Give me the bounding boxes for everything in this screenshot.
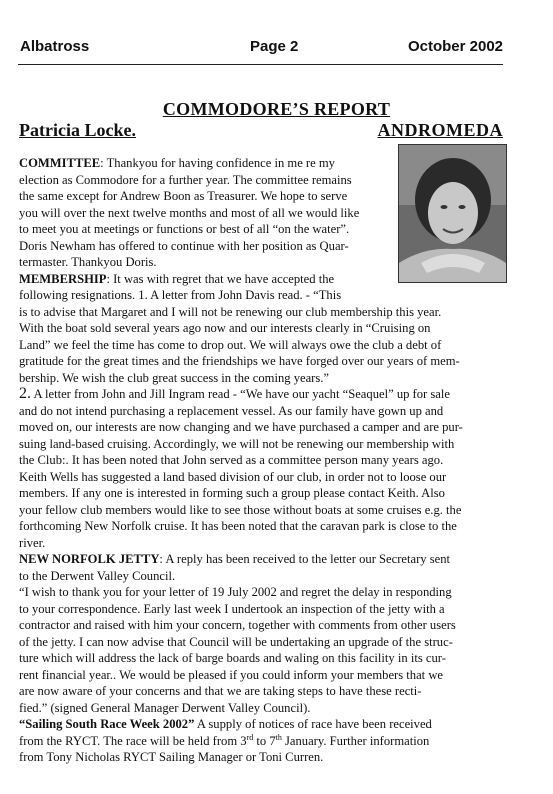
text-line: members. If any one is interested in forming such a group please contact Keith. Also xyxy=(19,486,445,500)
text-line: to the Derwent Valley Council. xyxy=(19,568,176,583)
text-line: the same except for Andrew Boon as Treasurer. We hope to serve xyxy=(19,189,348,203)
text-line: election as Commodore for a further year. The committee remains xyxy=(19,172,352,187)
text-line: and do not intend purchasing a replacement vessel. As our family have gown up and xyxy=(19,403,444,418)
text-line: forthcoming New Norfolk cruise. It has been noted that the caravan park is close to the xyxy=(19,519,457,533)
newsletter-name: Albatross xyxy=(20,38,90,55)
text-line: Doris Newham has offered to continue with her position as Quar- xyxy=(19,238,349,253)
text-line: With the boat sold several years ago now and our interests clearly in “Cruising on xyxy=(19,321,431,335)
text-line: “I wish to thank you for your letter of 19 July 2002 and regret the delay in responding xyxy=(19,585,452,599)
text-line: ture which will address the lack of barge boards and waling on this facility in its cur- xyxy=(19,651,446,665)
text-line: from Tony Nicholas RYCT Sailing Manager or Toni Curren. xyxy=(19,750,324,764)
issue-date: October 2002 xyxy=(407,38,503,55)
text-line: to your correspondence. Early last week I undertook an inspection of the jetty with a xyxy=(19,601,445,616)
author-name: Patricia Locke. xyxy=(19,120,136,140)
page-number: Page 2 xyxy=(250,38,299,55)
text-line: the Club:. It has been noted that John served as a committee person many years ago. xyxy=(19,453,444,467)
text-line: gratitude for the great times and the friendships we have forged over our years of mem- xyxy=(19,354,460,368)
report-title: COMMODORE’S REPORT xyxy=(162,99,391,119)
boat-name: ANDROMEDA xyxy=(377,120,503,140)
text-line: “Sailing South Race Week 2002” A supply of notices of race have been received xyxy=(19,717,432,731)
text-line: COMMITTEE: Thankyou for having confidence in me re my xyxy=(19,156,335,170)
text-line: MEMBERSHIP: It was with regret that we have accepted the xyxy=(19,271,335,286)
text-line: Land” we feel the time has come to drop out. We will always owe the club a debt of xyxy=(19,337,442,352)
text-line: 2. A letter from John and Jill Ingram read - “We have our yacht “Seaquel” up for sale xyxy=(19,385,450,402)
text-line: fied.” (signed General Manager Derwent Valley Council). xyxy=(19,700,311,715)
report-body xyxy=(19,155,463,766)
item-number: 2. xyxy=(19,385,31,402)
text-line: NEW NORFOLK JETTY: A reply has been received to the letter our Secretary sent xyxy=(19,552,451,566)
text-line: rent financial year.. We would be pleased if you could inform your members that we xyxy=(19,667,444,682)
text-line: of the jetty. I can now advise that Council will be undertaking an upgrade of the struc- xyxy=(19,634,453,649)
text-line: from the RYCT. The race will be held from 3rd to 7th January. Further information xyxy=(19,732,430,748)
section-heading-race: “Sailing South Race Week 2002” xyxy=(19,717,195,731)
text-line: suing land-based cruising. Accordingly, we will not be renewing our membership with xyxy=(19,436,455,451)
text-line: river. xyxy=(19,535,46,550)
text-line: contractor and raised with him your concern, together with comments from other users xyxy=(19,618,456,632)
text-line: you will over the next twelve months and most of all we would like xyxy=(19,205,360,220)
header-rule xyxy=(18,64,503,65)
text-line: is to advise that Margaret and I will not be renewing our club membership this year. xyxy=(19,304,442,319)
text-line: termaster. Thankyou Doris. xyxy=(19,255,157,269)
text-line: moved on, our interests are now changing and we have purchased a camper and are pur- xyxy=(19,420,463,434)
page-header xyxy=(20,38,503,58)
text-line: Keith Wells has suggested a land based division of our club, in order not to loose our xyxy=(19,469,447,484)
text-line: are now aware of your concerns and that we are taking steps to have these recti- xyxy=(19,684,422,698)
section-heading-membership: MEMBERSHIP xyxy=(19,271,107,286)
text-line: following resignations. 1. A letter from John Davis read. - “This xyxy=(19,288,342,302)
section-heading-committee: COMMITTEE xyxy=(19,156,101,170)
text-line: your fellow club members would like to see those without boats at some cruises e.g. the xyxy=(19,502,462,517)
text-line: to meet you at meetings or functions or best of all “on the water”. xyxy=(19,222,350,236)
section-heading-jetty: NEW NORFOLK JETTY xyxy=(19,552,160,566)
text-line: bership. We wish the club great success in the coming years.” xyxy=(19,370,330,385)
